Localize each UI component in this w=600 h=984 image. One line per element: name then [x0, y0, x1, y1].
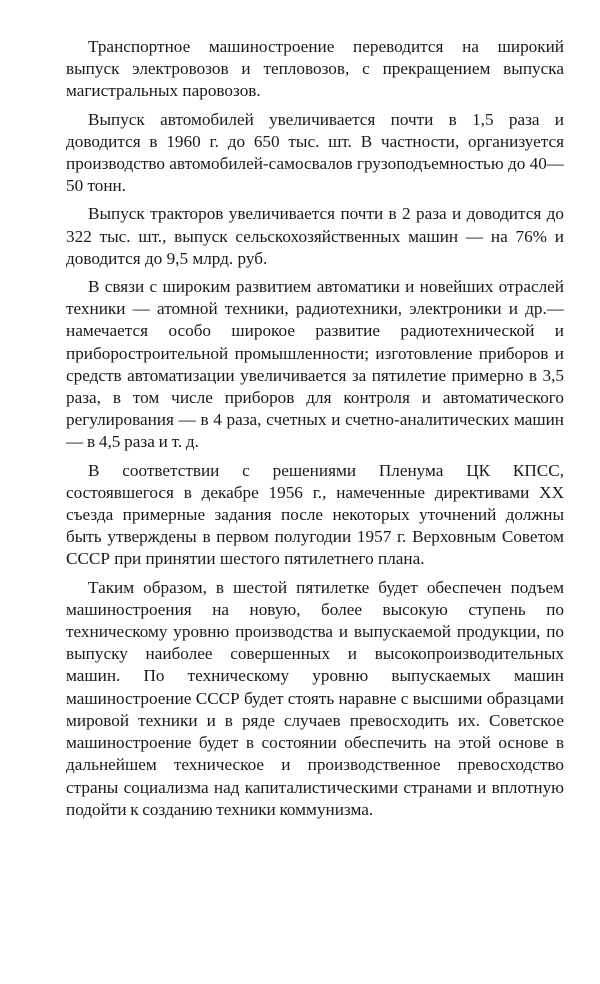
document-page: [66, 36, 564, 827]
paragraph-conclusion: Таким образом, в шестой пятилетке будет обеспечен подъем машиностроения на новую, более высокую ступень по техническому уровню производства и выпускаемой продукции, по выпуску наиболее совершенных и высокопроизводительных машин. По техническому уровню выпускаемых машин машиностроение СССР будет стоять наравне с высшими образцами мировой техники и в ряде случаев превосходить их. Советское машиностроение будет в состоянии обеспечить на этой основе в дальнейшем техническое и производственное превосходство страны социализма над капиталистическими странами и вплотную подойти к созданию техники коммунизма.: [66, 577, 564, 819]
paragraph-plenum: В соответствии с решениями Пленума ЦК КПСС, состоявшегося в декабре 1956 г., намеченные директивами XX съезда примерные задания после некоторых уточнений должны быть утверждены в первом полугодии 1957 г. Верховным Советом СССР при принятии шестого пятилетнего плана.: [66, 460, 564, 569]
paragraph-tractors: Выпуск тракторов увеличивается почти в 2 раза и доводится до 322 тыс. шт., выпуск сельскохозяйственных машин — на 76% и доводится до 9,5 млрд. руб.: [66, 204, 564, 268]
paragraph-automobiles: Выпуск автомобилей увеличивается почти в 1,5 раза и доводится в 1960 г. до 650 тыс. шт. В частности, организуется производство автомобилей-самосвалов грузоподъемностью до 40—50 тонн.: [66, 109, 564, 196]
paragraph-automation: В связи с широким развитием автоматики и новейших отраслей техники — атомной техники, радиотехники, электроники и др.— намечается особо широкое развитие радиотехнической и приборостроительной промышленности; изготовление приборов и средств автоматизации увеличивается за пятилетие примерно в 3,5 раза, в том числе приборов для контроля и автоматического регулирования — в 4 раза, счетных и счетно-аналитических машин — в 4,5 раза и т. д.: [66, 277, 564, 452]
paragraph-transport: Транспортное машиностроение переводится на широкий выпуск электровозов и тепловозов, с прекращением выпуска магистральных паровозов.: [66, 37, 564, 101]
